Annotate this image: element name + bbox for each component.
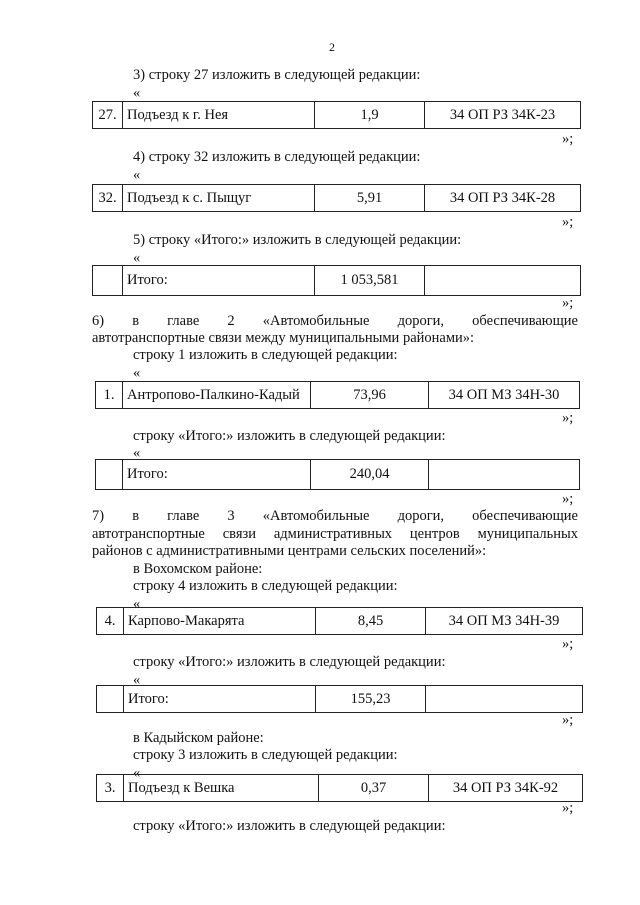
row-number: 3.: [97, 775, 124, 802]
total-label: Итого:: [124, 686, 316, 713]
row-number: [97, 686, 124, 713]
close-quote: »;: [562, 800, 574, 816]
instruction-heading: строку «Итого:» изложить в следующей редакции:: [133, 428, 446, 444]
instruction-text: строку 1 изложить в следующей редакции:: [133, 347, 398, 363]
instruction-text: автотранспортные связи административных центров муниципальных: [92, 526, 578, 542]
open-quote: «: [133, 672, 141, 688]
road-id: 34 ОП МЗ 34Н-39: [426, 608, 583, 635]
open-quote: «: [133, 596, 141, 612]
road-name: Антропово-Палкино-Кадый: [123, 382, 311, 409]
table-row: [92, 265, 581, 296]
row-number: 1.: [96, 382, 123, 409]
total-label: Итого:: [123, 266, 315, 296]
close-quote: »;: [562, 295, 574, 311]
close-quote: »;: [562, 712, 574, 728]
road-length: 5,91: [315, 185, 425, 212]
road-name: Подъезд к г. Нея: [123, 102, 315, 129]
road-id: [429, 460, 580, 490]
instruction-text: автотранспортные связи между муниципальными районами»:: [92, 330, 475, 346]
road-id: 34 ОП РЗ 34К-28: [425, 185, 581, 212]
total-value: 155,23: [316, 686, 426, 713]
row-number: 32.: [93, 185, 123, 212]
instruction-heading: 4) строку 32 изложить в следующей редакции:: [133, 149, 421, 165]
road-id: 34 ОП РЗ 34К-23: [425, 102, 581, 129]
instruction-heading: строку «Итого:» изложить в следующей редакции:: [133, 818, 446, 834]
total-label: Итого:: [123, 460, 311, 490]
instruction-heading: 6) в главе 2 «Автомобильные дороги, обеспечивающие: [92, 313, 578, 329]
open-quote: «: [133, 250, 141, 266]
total-value: 1 053,581: [315, 266, 425, 296]
open-quote: «: [133, 445, 141, 461]
table-row: [92, 184, 581, 212]
close-quote: »;: [562, 636, 574, 652]
road-length: 73,96: [311, 382, 429, 409]
table-row: [96, 774, 583, 802]
instruction-heading: 3) строку 27 изложить в следующей редакции:: [133, 67, 421, 83]
open-quote: «: [133, 365, 141, 381]
instruction-text: строку 4 изложить в следующей редакции:: [133, 578, 398, 594]
row-number: [96, 460, 123, 490]
instruction-heading: 5) строку «Итого:» изложить в следующей редакции:: [133, 232, 462, 248]
open-quote: «: [133, 765, 141, 781]
instruction-heading: 7) в главе 3 «Автомобильные дороги, обеспечивающие: [92, 508, 578, 524]
instruction-heading: строку «Итого:» изложить в следующей редакции:: [133, 654, 446, 670]
road-id: [426, 686, 583, 713]
close-quote: »;: [562, 491, 574, 507]
row-number: [93, 266, 123, 296]
road-length: 8,45: [316, 608, 426, 635]
table-row: [95, 459, 580, 490]
close-quote: »;: [562, 131, 574, 147]
table-row: [95, 381, 580, 409]
page-number: 2: [329, 40, 335, 54]
table-row: [92, 101, 581, 129]
close-quote: »;: [562, 410, 574, 426]
road-id: 34 ОП МЗ 34Н-30: [429, 382, 580, 409]
road-length: 0,37: [319, 775, 429, 802]
row-number: 4.: [97, 608, 124, 635]
road-id: 34 ОП РЗ 34К-92: [429, 775, 583, 802]
instruction-text: в Вохомском районе:: [133, 561, 263, 577]
table-row: [96, 607, 583, 635]
road-length: 1,9: [315, 102, 425, 129]
road-name: Подъезд к Вешка: [124, 775, 319, 802]
instruction-text: районов с административными центрами сельских поселений»:: [92, 543, 487, 559]
instruction-heading: в Кадыйском районе:: [133, 730, 264, 746]
road-id: [425, 266, 581, 296]
total-value: 240,04: [311, 460, 429, 490]
road-name: Карпово-Макарята: [124, 608, 316, 635]
open-quote: «: [133, 167, 141, 183]
road-name: Подъезд к с. Пыщуг: [123, 185, 315, 212]
instruction-text: строку 3 изложить в следующей редакции:: [133, 747, 398, 763]
open-quote: «: [133, 85, 141, 101]
table-row: [96, 685, 583, 713]
row-number: 27.: [93, 102, 123, 129]
close-quote: »;: [562, 214, 574, 230]
